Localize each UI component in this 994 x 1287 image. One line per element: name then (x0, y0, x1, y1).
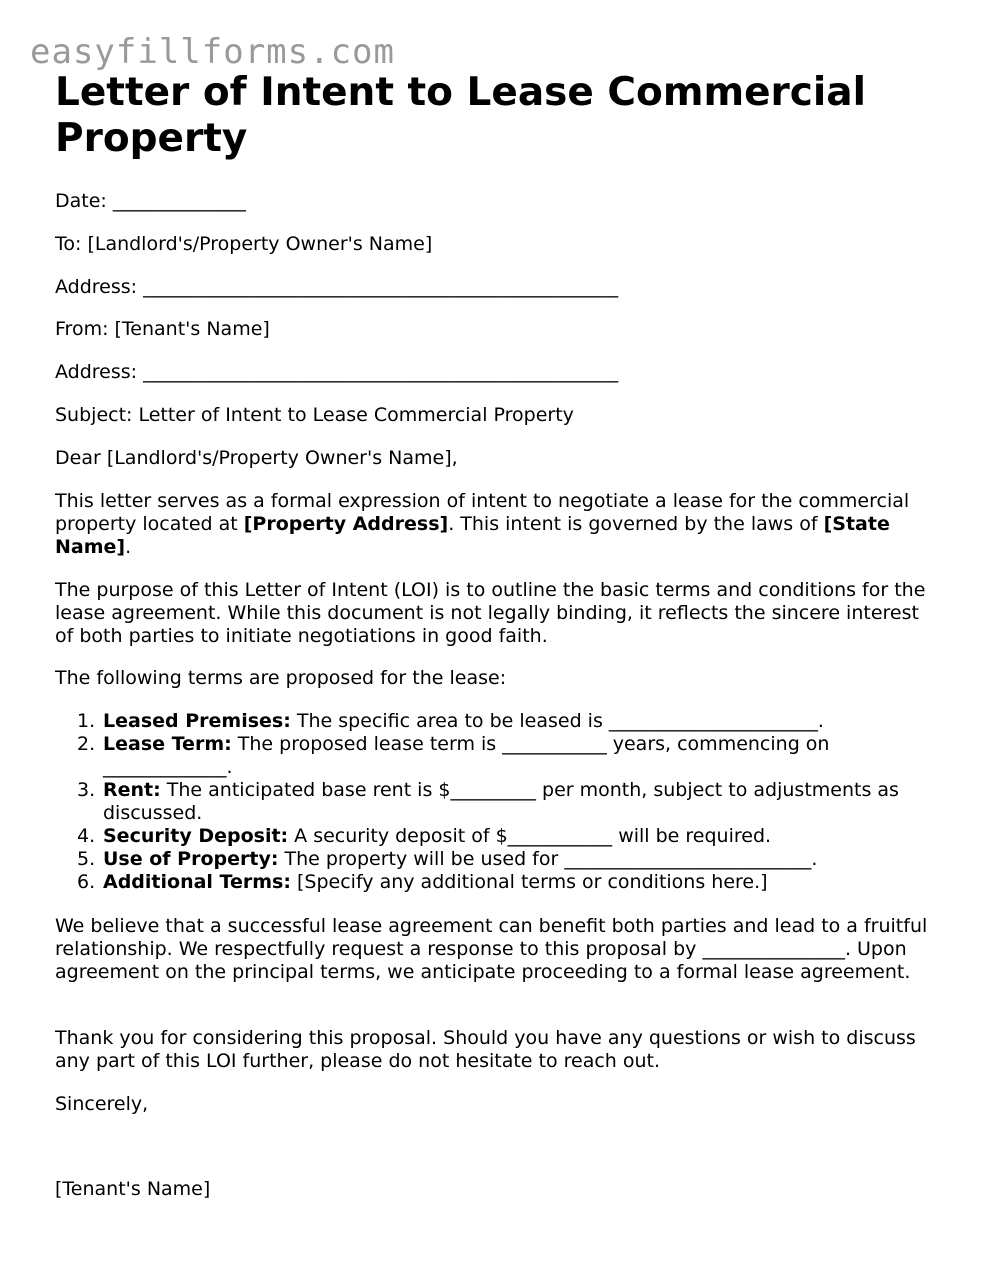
to-line: To: [Landlord's/Property Owner's Name] (55, 233, 433, 255)
list-number: 6. (77, 871, 96, 893)
list-item (55, 733, 939, 779)
intro-text-1: This letter serves as a formal expression of intent to negotiate a lease for the commercial property located at (55, 490, 916, 535)
to-address-line: Address: __________________________________________________ (55, 276, 619, 298)
term-label: Additional Terms: (103, 871, 291, 893)
watermark: easyfillforms.com (30, 32, 395, 72)
term-text: [Specify any additional terms or conditions here.] (290, 871, 768, 893)
list-number: 3. (77, 779, 96, 801)
term-label: Lease Term: (103, 733, 232, 755)
state-name: [State Name] (55, 513, 897, 558)
list-number: 4. (77, 825, 96, 847)
from-address-line: Address: __________________________________________________ (55, 361, 619, 383)
list-number: 2. (77, 733, 96, 755)
list-item (55, 710, 939, 733)
list-item (55, 779, 939, 825)
term-text: The proposed lease term is ___________ years, commencing on _____________. (103, 733, 830, 778)
purpose-paragraph: The purpose of this Letter of Intent (LOI) is to outline the basic terms and conditions for the lease agreement. While this document is not legally binding, it reflects the sincere interest of both parties to initiate negotiations in good faith. (55, 579, 932, 647)
terms-list (55, 710, 939, 894)
closing-paragraph: We believe that a successful lease agreement can benefit both parties and lead to a fruitful relationship. We respectfully request a response to this proposal by _______________. Upon agreement on the principal terms, we anticipate proceeding to a formal lease agreement. (55, 915, 934, 983)
thanks-paragraph: Thank you for considering this proposal. Should you have any questions or wish to discuss any part of this LOI further, please do not hesitate to reach out. (55, 1027, 922, 1072)
intro-paragraph (55, 490, 939, 559)
list-number: 5. (77, 848, 96, 870)
signoff: Sincerely, (55, 1093, 149, 1115)
term-label: Leased Premises: (103, 710, 291, 732)
intro-text-2: . This intent is governed by the laws of (448, 513, 824, 535)
signature-name: [Tenant's Name] (55, 1178, 211, 1200)
page-title: Letter of Intent to Lease Commercial Property (55, 70, 866, 161)
property-address: [Property Address] (243, 513, 449, 535)
date-line: Date: ______________ (55, 190, 246, 212)
terms-intro: The following terms are proposed for the lease: (55, 667, 507, 689)
from-line: From: [Tenant's Name] (55, 318, 270, 340)
list-item (55, 871, 939, 894)
term-label: Rent: (103, 779, 161, 801)
term-text: The property will be used for __________________________. (278, 848, 818, 870)
term-text: The anticipated base rent is $_________ per month, subject to adjustments as discussed. (103, 779, 899, 824)
salutation: Dear [Landlord's/Property Owner's Name], (55, 447, 458, 469)
term-text: A security deposit of $___________ will be required. (288, 825, 772, 847)
list-number: 1. (77, 710, 96, 732)
list-item (55, 825, 939, 848)
list-item (55, 848, 939, 871)
term-label: Security Deposit: (103, 825, 289, 847)
intro-text-3: . (125, 536, 132, 558)
subject-line: Subject: Letter of Intent to Lease Commercial Property (55, 404, 574, 426)
term-label: Use of Property: (103, 848, 279, 870)
term-text: The specific area to be leased is ______________________. (290, 710, 824, 732)
